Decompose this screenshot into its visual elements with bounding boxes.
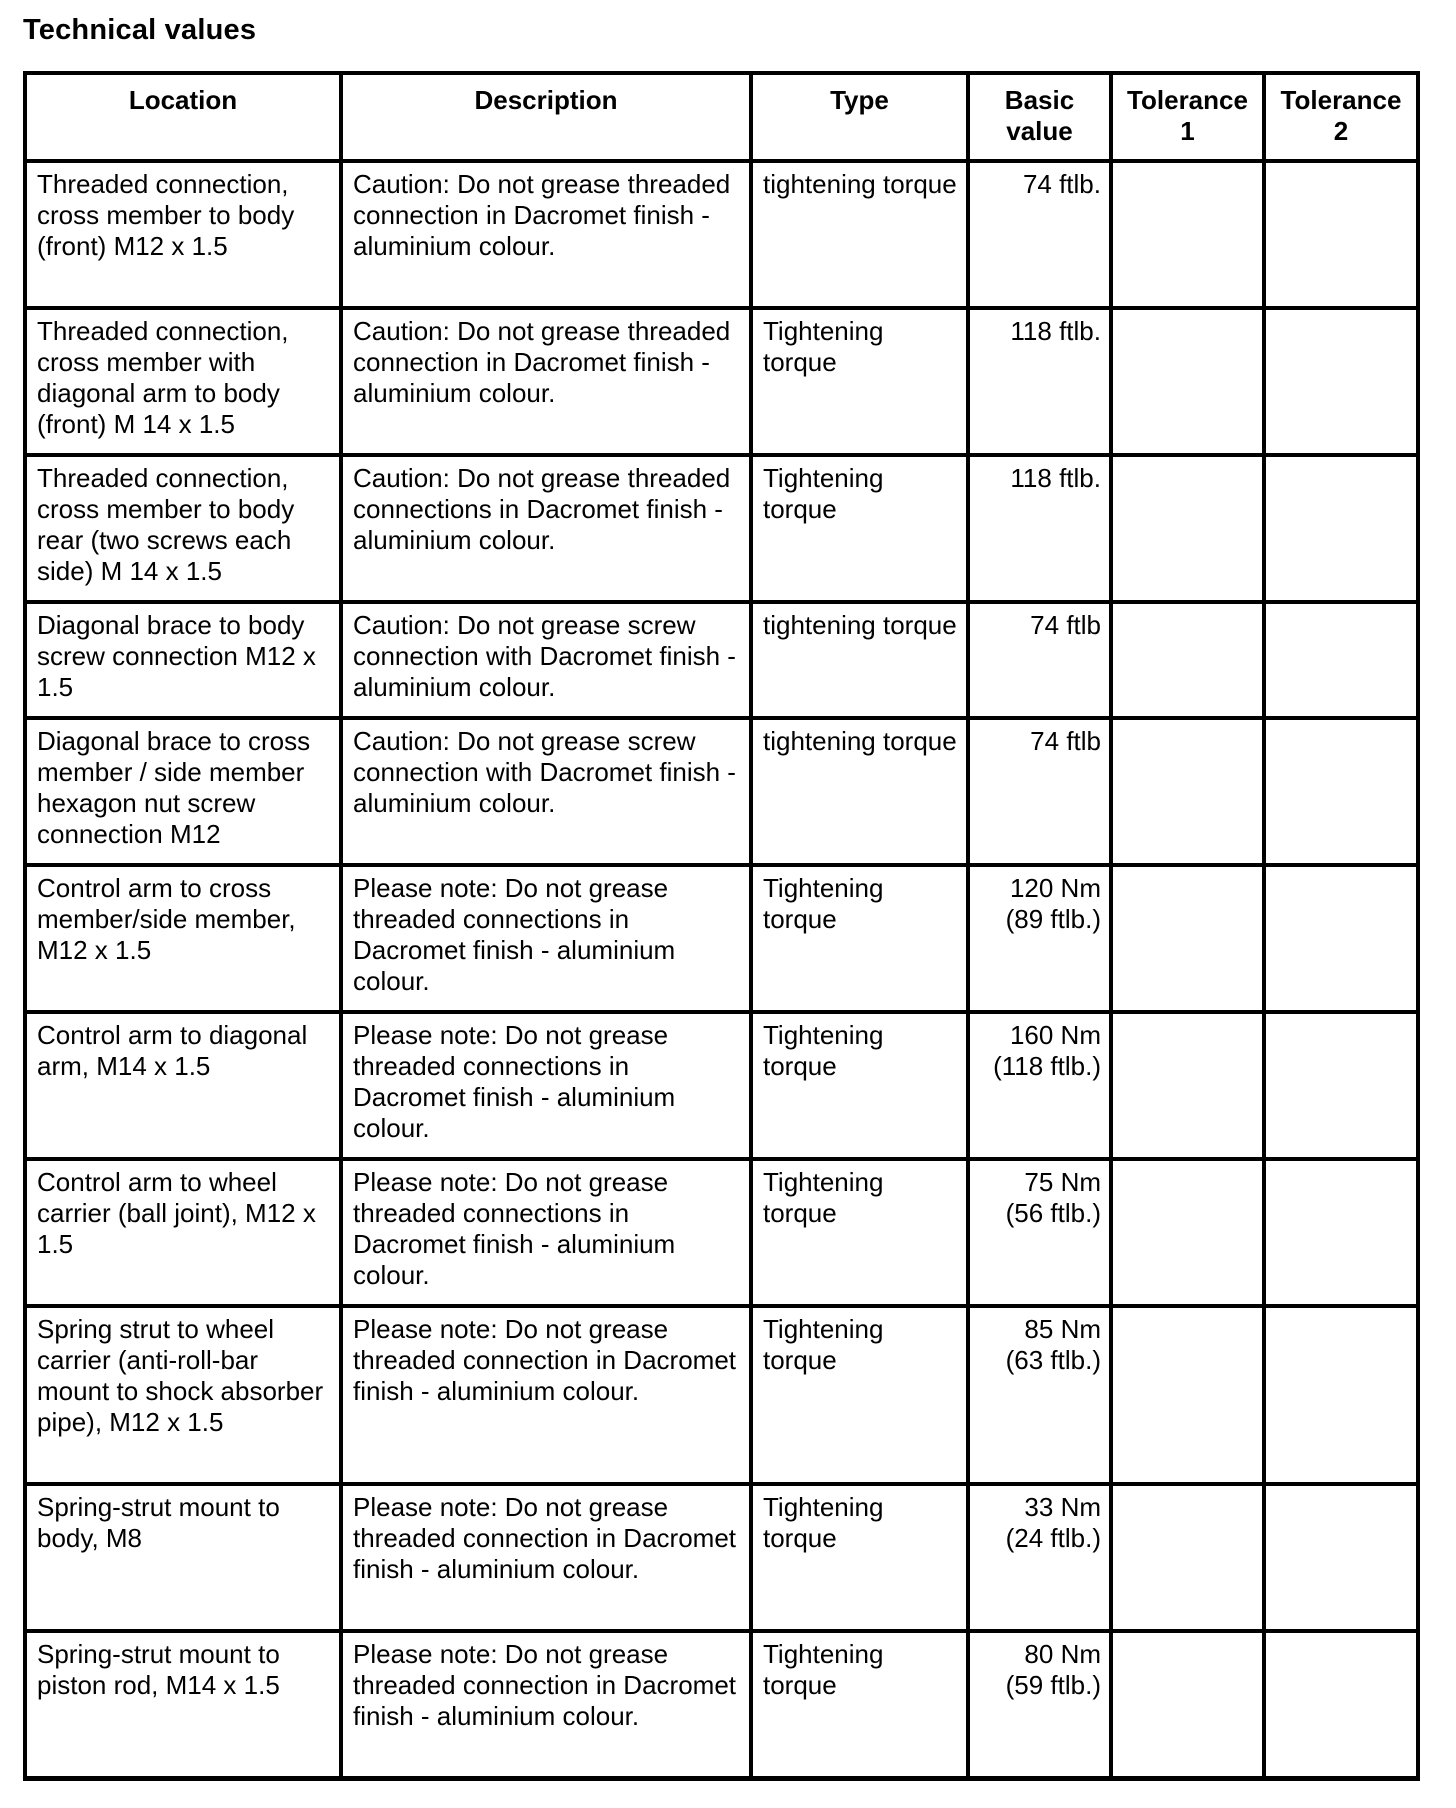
cell-location: Spring-strut mount to piston rod, M14 x 1.5: [25, 1631, 341, 1779]
header-location: Location: [25, 73, 341, 161]
cell-tolerance-1: [1111, 1159, 1264, 1306]
cell-description: Caution: Do not grease threaded connection in Dacromet finish - aluminium colour.: [341, 161, 751, 308]
basic-value-line2: (56 ftlb.): [1005, 1198, 1101, 1228]
table-row: [25, 602, 1418, 718]
header-tolerance-2-line1: Tolerance: [1280, 85, 1402, 115]
cell-tolerance-2: [1264, 1012, 1418, 1159]
cell-tolerance-1: [1111, 718, 1264, 865]
cell-basic-value: [968, 1306, 1111, 1484]
cell-type: tightening torque: [751, 161, 968, 308]
cell-location: Threaded connection, cross member to body (front) M12 x 1.5: [25, 161, 341, 308]
table-header-row: [25, 73, 1418, 161]
cell-basic-value: [968, 161, 1111, 308]
basic-value-line1: 33 Nm: [1024, 1492, 1101, 1522]
cell-basic-value: [968, 865, 1111, 1012]
header-basic-value-line1: Basic: [1004, 85, 1075, 115]
cell-type: Tightening torque: [751, 1484, 968, 1631]
cell-description: Please note: Do not grease threaded connections in Dacromet finish - aluminium colour.: [341, 1159, 751, 1306]
cell-type: Tightening torque: [751, 1631, 968, 1779]
cell-tolerance-2: [1264, 1306, 1418, 1484]
basic-value-line1: 118 ftlb.: [1010, 463, 1101, 493]
basic-value-line1: 74 ftlb.: [1022, 169, 1101, 199]
cell-tolerance-2: [1264, 308, 1418, 455]
cell-type: Tightening torque: [751, 1159, 968, 1306]
cell-location: Spring-strut mount to body, M8: [25, 1484, 341, 1631]
cell-tolerance-1: [1111, 308, 1264, 455]
cell-description: Please note: Do not grease threaded connection in Dacromet finish - aluminium colour.: [341, 1484, 751, 1631]
cell-tolerance-2: [1264, 161, 1418, 308]
basic-value-line1: 118 ftlb.: [1010, 316, 1101, 346]
cell-basic-value: [968, 1159, 1111, 1306]
cell-tolerance-2: [1264, 455, 1418, 602]
cell-tolerance-1: [1111, 161, 1264, 308]
basic-value-line1: 74 ftlb: [1030, 610, 1101, 640]
cell-basic-value: [968, 718, 1111, 865]
basic-value-line1: 120 Nm: [1009, 873, 1101, 903]
basic-value-line2: (59 ftlb.): [1005, 1670, 1101, 1700]
cell-tolerance-2: [1264, 1159, 1418, 1306]
table-row: [25, 1012, 1418, 1159]
header-basic-value-line2: value: [1006, 116, 1073, 146]
cell-description: Please note: Do not grease threaded connection in Dacromet finish - aluminium colour.: [341, 1631, 751, 1779]
cell-location: Threaded connection, cross member to body rear (two screws each side) M 14 x 1.5: [25, 455, 341, 602]
basic-value-line1: 80 Nm: [1024, 1639, 1101, 1669]
cell-tolerance-2: [1264, 1484, 1418, 1631]
header-description: Description: [341, 73, 751, 161]
cell-basic-value: [968, 1631, 1111, 1779]
cell-basic-value: [968, 1484, 1111, 1631]
header-basic-value: [968, 73, 1111, 161]
cell-basic-value: [968, 308, 1111, 455]
basic-value-line2: (24 ftlb.): [1005, 1523, 1101, 1553]
table-row: [25, 455, 1418, 602]
table-row: [25, 1306, 1418, 1484]
cell-location: Threaded connection, cross member with diagonal arm to body (front) M 14 x 1.5: [25, 308, 341, 455]
cell-location: Control arm to wheel carrier (ball joint), M12 x 1.5: [25, 1159, 341, 1306]
cell-type: tightening torque: [751, 718, 968, 865]
cell-basic-value: [968, 1012, 1111, 1159]
cell-tolerance-2: [1264, 718, 1418, 865]
cell-description: Caution: Do not grease screw connection with Dacromet finish - aluminium colour.: [341, 718, 751, 865]
basic-value-line1: 75 Nm: [1024, 1167, 1101, 1197]
cell-type: Tightening torque: [751, 1306, 968, 1484]
header-tolerance-2-line2: 2: [1333, 116, 1349, 146]
cell-basic-value: [968, 602, 1111, 718]
header-tolerance-1: [1111, 73, 1264, 161]
table-row: [25, 865, 1418, 1012]
cell-type: Tightening torque: [751, 1012, 968, 1159]
cell-basic-value: [968, 455, 1111, 602]
cell-location: Spring strut to wheel carrier (anti-roll-bar mount to shock absorber pipe), M12 x 1.5: [25, 1306, 341, 1484]
basic-value-line1: 160 Nm: [1009, 1020, 1101, 1050]
header-tolerance-1-line1: Tolerance: [1127, 85, 1248, 115]
cell-tolerance-1: [1111, 602, 1264, 718]
header-tolerance-2: [1264, 73, 1418, 161]
header-type: Type: [751, 73, 968, 161]
cell-location: Control arm to cross member/side member, M12 x 1.5: [25, 865, 341, 1012]
cell-description: Caution: Do not grease screw connection with Dacromet finish - aluminium colour.: [341, 602, 751, 718]
cell-type: tightening torque: [751, 602, 968, 718]
cell-type: Tightening torque: [751, 865, 968, 1012]
cell-tolerance-1: [1111, 865, 1264, 1012]
page-title: Technical values: [23, 14, 257, 46]
cell-tolerance-2: [1264, 1631, 1418, 1779]
cell-tolerance-2: [1264, 602, 1418, 718]
table-row: [25, 308, 1418, 455]
cell-location: Control arm to diagonal arm, M14 x 1.5: [25, 1012, 341, 1159]
cell-location: Diagonal brace to body screw connection M12 x 1.5: [25, 602, 341, 718]
header-tolerance-1-line2: 1: [1180, 116, 1195, 146]
basic-value-line2: (118 ftlb.): [993, 1051, 1101, 1081]
cell-tolerance-1: [1111, 1484, 1264, 1631]
cell-description: Caution: Do not grease threaded connection in Dacromet finish - aluminium colour.: [341, 308, 751, 455]
basic-value-line1: 74 ftlb: [1030, 726, 1101, 756]
technical-values-table: [23, 71, 1420, 1781]
cell-tolerance-1: [1111, 1012, 1264, 1159]
table-row: [25, 1159, 1418, 1306]
basic-value-line2: (89 ftlb.): [1005, 904, 1101, 934]
basic-value-line1: 85 Nm: [1024, 1314, 1101, 1344]
cell-tolerance-1: [1111, 455, 1264, 602]
table-row: [25, 1631, 1418, 1779]
cell-tolerance-1: [1111, 1631, 1264, 1779]
cell-type: Tightening torque: [751, 455, 968, 602]
cell-tolerance-2: [1264, 865, 1418, 1012]
table-row: [25, 718, 1418, 865]
cell-location: Diagonal brace to cross member / side member hexagon nut screw connection M12: [25, 718, 341, 865]
cell-description: Please note: Do not grease threaded connections in Dacromet finish - aluminium colour.: [341, 1012, 751, 1159]
cell-type: Tightening torque: [751, 308, 968, 455]
table-row: [25, 161, 1418, 308]
basic-value-line2: (63 ftlb.): [1005, 1345, 1101, 1375]
table-row: [25, 1484, 1418, 1631]
cell-tolerance-1: [1111, 1306, 1264, 1484]
cell-description: Please note: Do not grease threaded connection in Dacromet finish - aluminium colour.: [341, 1306, 751, 1484]
cell-description: Caution: Do not grease threaded connections in Dacromet finish - aluminium colour.: [341, 455, 751, 602]
cell-description: Please note: Do not grease threaded connections in Dacromet finish - aluminium colour.: [341, 865, 751, 1012]
